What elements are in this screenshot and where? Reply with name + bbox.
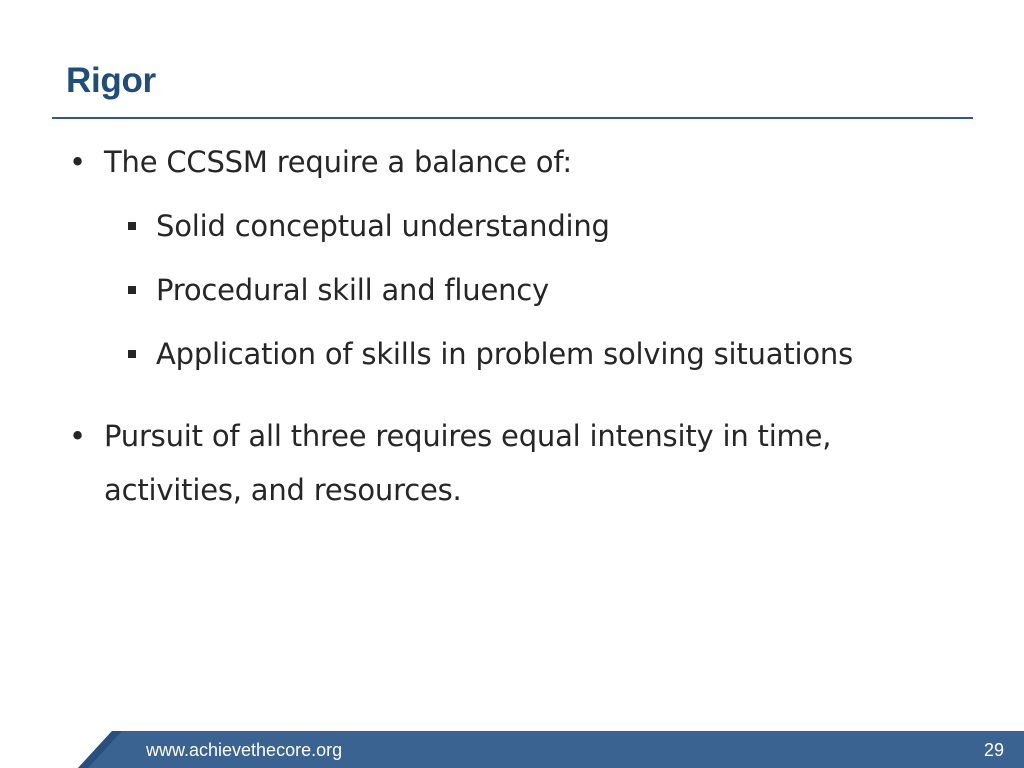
sub-bullet-text: Solid conceptual understanding <box>156 209 610 243</box>
title-divider <box>52 117 973 119</box>
bullet-square-icon <box>128 350 136 358</box>
slide-title: Rigor <box>66 61 156 100</box>
bullet-item <box>69 409 964 517</box>
sub-bullet-item <box>156 270 976 310</box>
sub-bullet-item <box>156 206 976 246</box>
sub-bullet-text: Application of skills in problem solving situations <box>156 337 853 371</box>
bullet-square-icon <box>128 222 136 230</box>
footer-url-link[interactable]: www.achievethecore.org <box>146 740 343 760</box>
bullet-square-icon <box>128 286 136 294</box>
bullet-item <box>69 135 964 189</box>
bullet-dot-icon: • <box>69 145 86 179</box>
sub-bullet-text: Procedural skill and fluency <box>156 273 549 307</box>
sub-bullet-item <box>156 334 976 374</box>
bullet-text: Pursuit of all three requires equal intensity in time, activities, and resources. <box>104 419 832 507</box>
page-number: 29 <box>983 740 1004 760</box>
bullet-dot-icon: • <box>69 419 86 453</box>
bullet-text: The CCSSM require a balance of: <box>104 145 572 179</box>
